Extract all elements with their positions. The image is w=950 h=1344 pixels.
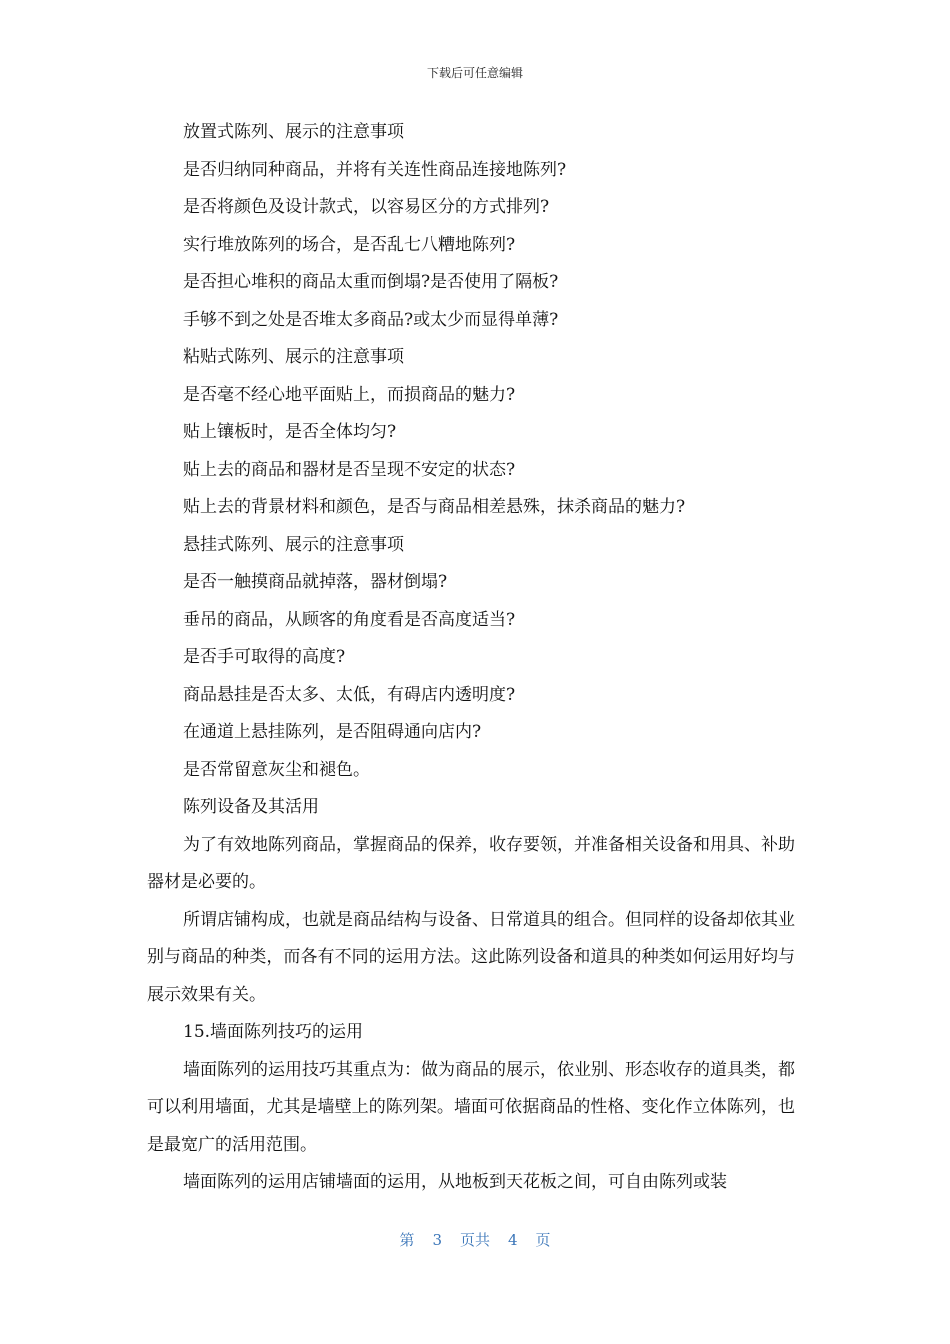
paragraph: 在通道上悬挂陈列，是否阻碍通向店内? xyxy=(183,722,482,742)
footer-total-pages: 4 xyxy=(508,1231,518,1249)
paragraph: 是否常留意灰尘和褪色。 xyxy=(183,759,370,780)
paragraph: 实行堆放陈列的场合，是否乱七八糟地陈列? xyxy=(183,234,516,255)
paragraph: 手够不到之处是否堆太多商品?或太少而显得单薄? xyxy=(183,309,559,330)
footer-prefix: 第 xyxy=(399,1231,415,1249)
footer-middle: 页共 xyxy=(459,1231,490,1249)
paragraph: 商品悬挂是否太多、太低，有碍店内透明度? xyxy=(183,684,516,705)
paragraph: 放置式陈列、展示的注意事项 xyxy=(183,122,404,142)
paragraph: 墙面陈列的运用店铺墙面的运用，从地板到天花板之间，可自由陈列或装 xyxy=(183,1172,727,1192)
paragraph: 是否归纳同种商品，并将有关连性商品连接地陈列? xyxy=(183,159,567,180)
paragraph: 是否一触摸商品就掉落，器材倒塌? xyxy=(183,572,448,592)
footer-page-number: 3 xyxy=(432,1231,442,1249)
paragraph: 是否手可取得的高度? xyxy=(183,647,346,667)
footer-suffix: 页 xyxy=(535,1231,551,1249)
paragraph: 贴上去的背景材料和颜色，是否与商品相差悬殊，抹杀商品的魅力? xyxy=(183,497,686,517)
page-header: 下载后可任意编辑 xyxy=(426,66,523,80)
paragraph: 粘贴式陈列、展示的注意事项 xyxy=(183,347,404,367)
paragraph: 悬挂式陈列、展示的注意事项 xyxy=(183,534,404,555)
page-footer xyxy=(0,1229,950,1250)
paragraph: 贴上镶板时，是否全体均匀? xyxy=(183,422,397,442)
document-body xyxy=(147,114,795,1202)
paragraph: 墙面陈列的运用技巧其重点为：做为商品的展示，依业别、形态收存的道具类，都可以利用墙面，尤其是墙壁上的陈列架。墙面可依据商品的性格、变化作立体陈列，也是最宽广的活用范围。 xyxy=(147,1059,795,1155)
paragraph: 所谓店铺构成，也就是商品结构与设备、日常道具的组合。但同样的设备却依其业别与商品的种类，而各有不同的运用方法。这此陈列设备和道具的种类如何运用好均与展示效果有关。 xyxy=(147,909,795,1005)
paragraph: 15.墙面陈列技巧的运用 xyxy=(183,1022,364,1042)
paragraph: 为了有效地陈列商品，掌握商品的保养，收存要领，并准备相关设备和用具、补助器材是必要的。 xyxy=(147,834,795,892)
paragraph: 贴上去的商品和器材是否呈现不安定的状态? xyxy=(183,459,516,480)
paragraph: 是否担心堆积的商品太重而倒塌?是否使用了隔板? xyxy=(183,272,559,292)
paragraph: 是否将颜色及设计款式，以容易区分的方式排列? xyxy=(183,197,550,217)
paragraph: 是否毫不经心地平面贴上，而损商品的魅力? xyxy=(183,384,516,405)
paragraph: 垂吊的商品，从顾客的角度看是否高度适当? xyxy=(183,609,516,630)
paragraph: 陈列设备及其活用 xyxy=(183,797,319,817)
